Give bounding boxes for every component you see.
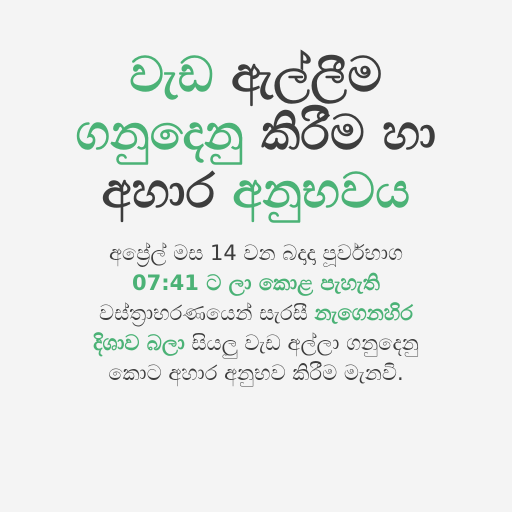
title-highlight: අනුභවය — [232, 163, 411, 219]
card-title — [28, 46, 484, 220]
direction-highlight: නැගෙනහිර — [314, 301, 413, 325]
description-line-3 — [28, 298, 484, 328]
title-line-2 — [28, 104, 484, 162]
description-line-5: කොට අහාර අනුභව කිරීම මැනවි. — [108, 361, 404, 385]
description-text: වස්ත්‍රාභරණයෙන් සැරසී — [98, 301, 308, 325]
description-line-1: අප්‍රේල් මස 14 වන බදාදා පූර්වභාග — [108, 241, 404, 265]
description-text: සියලු වැඩ අල්ලා ගනුදෙනු — [191, 331, 419, 355]
title-text: ඇල්ලීම — [231, 47, 383, 103]
card-description — [28, 238, 484, 388]
title-text: කිරීම හා — [261, 105, 437, 161]
direction-highlight: දිශාව බලා — [93, 331, 185, 355]
title-highlight: වැඩ — [129, 47, 214, 103]
title-text: අහාර — [101, 163, 216, 219]
time-highlight: 07:41 ට ලා කොළ පැහැති — [132, 271, 380, 295]
title-highlight: ගනුදෙනු — [75, 105, 244, 161]
title-line-3 — [28, 162, 484, 220]
title-line-1 — [28, 46, 484, 104]
description-line-4 — [28, 328, 484, 358]
